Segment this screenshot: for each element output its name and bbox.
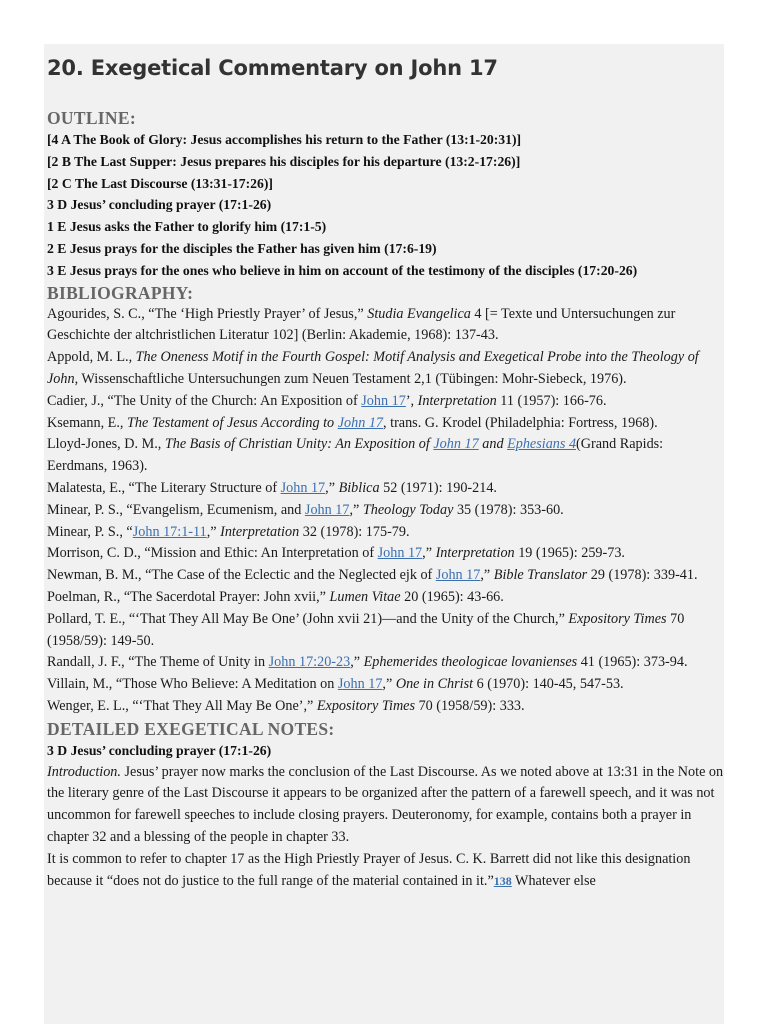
bib-title: Expository Times (568, 610, 667, 627)
bib-text: 29 (1978): 339-41. (587, 567, 698, 584)
bib-title: The Testament of Jesus According to (127, 414, 338, 431)
bib-entry (47, 434, 724, 478)
scripture-link[interactable]: John 17:20-23 (268, 654, 351, 671)
footnote-link[interactable]: 138 (493, 873, 512, 888)
bib-text: Agourides, S. C., “The ‘High Priestly Prayer’ of Jesus,” (47, 305, 368, 322)
bib-text: (Grand Rapids: Eerdmans, 1963). (47, 436, 664, 475)
bib-text: Wenger, E. L., “‘That They All May Be One’,” (47, 697, 317, 714)
bib-text: Villain, M., “Those Who Believe: A Meditation on (47, 676, 338, 693)
bib-text: Malatesta, E., “The Literary Structure of (47, 479, 281, 496)
bib-entry (47, 304, 724, 348)
bib-entry (47, 500, 724, 522)
scripture-link[interactable]: John 17 (435, 567, 481, 584)
bib-text: 70 (1958/59): 149-50. (47, 610, 685, 649)
bib-text: Poelman, R., “The Sacerdotal Prayer: John xvii,” (47, 588, 330, 605)
bib-title: Bible Translator (493, 567, 588, 584)
outline-item: [2 C The Last Discourse (13:31-17:26)] (47, 175, 273, 191)
paragraph (47, 849, 724, 893)
bib-entry (47, 674, 724, 696)
bib-text: Randall, J. F., “The Theme of Unity in (47, 654, 269, 671)
bib-title: Interpretation (417, 392, 497, 409)
bib-text: Morrison, C. D., “Mission and Ethic: An Interpretation of (47, 545, 378, 562)
outline-item: [2 B The Last Supper: Jesus prepares his disciples for his departure (13:2-17:26)] (47, 153, 521, 169)
bib-title: The Oneness Motif in the Fourth Gospel: Motif Analysis and Exegetical Probe into the Theology of John (47, 349, 699, 387)
bib-title: Studia Evangelica (367, 305, 471, 322)
bib-entry (47, 347, 724, 391)
paragraph-text: Whatever else (511, 872, 596, 889)
outline-item: 2 E Jesus prays for the disciples the Father has given him (17:6-19) (47, 240, 437, 256)
scripture-link[interactable]: John 17 (280, 479, 326, 496)
document-page (44, 44, 724, 1024)
notes-subheading: 3 D Jesus’ concluding prayer (17:1-26) (47, 742, 272, 758)
bib-text: Pollard, T. E., “‘That They All May Be One’ (John xvii 21)—and the Unity of the Church,” (47, 610, 569, 627)
bib-text: Minear, P. S., “Evangelism, Ecumenism, and (47, 501, 305, 518)
bibliography-list (47, 304, 724, 718)
bib-title: The Basis of Christian Unity: An Exposition of (164, 436, 434, 453)
bib-title: Interpretation (220, 523, 300, 540)
scripture-link[interactable]: John 17 (377, 545, 423, 562)
outline-item: 3 D Jesus’ concluding prayer (17:1-26) (47, 197, 272, 213)
paragraph (47, 762, 724, 849)
scripture-link[interactable]: Ephesians 4 (507, 436, 577, 453)
document-content (44, 44, 724, 892)
bib-title: Lumen Vitae (329, 588, 401, 605)
bib-title: and (478, 436, 508, 453)
bib-entry (47, 543, 724, 565)
bib-text: ,” (325, 479, 339, 496)
notes-heading: DETAILED EXEGETICAL NOTES: (47, 718, 335, 739)
bib-text: Ksemann, E., (47, 414, 127, 431)
bib-text: Lloyd-Jones, D. M., (47, 436, 165, 453)
bib-text: 32 (1978): 175-79. (299, 523, 410, 540)
outline-item: 3 E Jesus prays for the ones who believe in him on account of the testimony of the disciples (17:20-26) (47, 262, 638, 278)
bib-entry (47, 478, 724, 500)
bib-text: Appold, M. L., (47, 349, 136, 366)
bib-text: ’, (405, 392, 418, 409)
bib-text: 11 (1957): 166-76. (496, 392, 607, 409)
outline-item: [4 A The Book of Glory: Jesus accomplishes his return to the Father (13:1-20:31)] (47, 132, 522, 147)
outline-heading: OUTLINE: (47, 108, 136, 128)
bib-title: Ephemerides theologicae lovanienses (363, 654, 578, 671)
bib-text: ,” (480, 567, 494, 584)
scripture-link[interactable]: John 17 (304, 501, 350, 518)
bib-title: Theology Today (362, 501, 454, 518)
bib-text: ,” (349, 501, 363, 518)
bib-entry (47, 696, 724, 718)
outline-item: 1 E Jesus asks the Father to glorify him (17:1-5) (47, 219, 327, 235)
bib-text: 6 (1970): 140-45, 547-53. (473, 676, 624, 693)
outline-list (47, 129, 724, 282)
bib-text: 35 (1978): 353-60. (453, 501, 564, 518)
bib-text: 20 (1965): 43-66. (400, 588, 504, 605)
bib-text: ,” (422, 545, 436, 562)
bib-text: 4 [= Texte und Untersuchungen zur Geschichte der altchristlichen Literatur 102] (Berlin: Akademie, 1968): 137-43. (47, 305, 676, 344)
page-title: 20. Exegetical Commentary on John 17 (47, 56, 498, 80)
bib-text: Newman, B. M., “The Case of the Eclectic and the Neglected ejk of (47, 567, 436, 584)
bib-text: , trans. G. Krodel (Philadelphia: Fortress, 1968). (383, 414, 658, 431)
bib-text: 70 (1958/59): 333. (415, 697, 525, 714)
bib-title: One in Christ (395, 676, 474, 693)
bib-text: Cadier, J., “The Unity of the Church: An Exposition of (47, 392, 362, 409)
bib-text: 41 (1965): 373-94. (577, 654, 688, 671)
bib-entry (47, 652, 724, 674)
scripture-link[interactable]: John 17 (361, 392, 406, 409)
bib-entry (47, 609, 724, 653)
scripture-link[interactable]: John 17 (337, 414, 384, 431)
bib-entry (47, 413, 724, 435)
bib-entry (47, 391, 724, 413)
bibliography-heading: BIBLIOGRAPHY: (47, 282, 194, 303)
bib-entry (47, 565, 724, 587)
paragraph-text: Jesus’ prayer now marks the conclusion of the Last Discourse. As we noted above at 13:31 in the Note on the literary genre of the Last Discourse it appears to be organized after the pattern of a farewell speech, and it was not uncommon for farewell speeches to include closing prayers. Deuteronomy, for example, contains both a prayer in chapter 32 and a blessing of the people in chapter 33. (47, 763, 724, 845)
bib-text: ,” (382, 676, 396, 693)
bib-title: Expository Times (316, 697, 416, 714)
bib-text: ,” (350, 654, 364, 671)
bib-text: ,” (206, 523, 221, 540)
paragraph-text: It is common to refer to chapter 17 as the High Priestly Prayer of Jesus. C. K. Barrett did not like this designation because it “does not do justice to the full range of the material contained in it.” (47, 850, 691, 889)
bib-entry (47, 522, 724, 544)
bib-text: 52 (1971): 190-214. (379, 479, 497, 496)
bib-text: 19 (1965): 259-73. (514, 545, 625, 562)
bib-title: Interpretation (435, 545, 515, 562)
bib-text: , Wissenschaftliche Untersuchungen zum Neuen Testament 2,1 (Tübingen: Mohr-Siebeck, 1976). (74, 370, 627, 387)
paragraph-lead: Introduction. (47, 763, 121, 780)
scripture-link[interactable]: John 17 (337, 676, 383, 693)
scripture-link[interactable]: John 17 (433, 436, 479, 453)
bib-entry (47, 587, 724, 609)
bib-text: Minear, P. S., “ (47, 523, 133, 540)
bib-title: Biblica (338, 479, 380, 496)
scripture-link[interactable]: John 17:1-11 (132, 523, 207, 540)
